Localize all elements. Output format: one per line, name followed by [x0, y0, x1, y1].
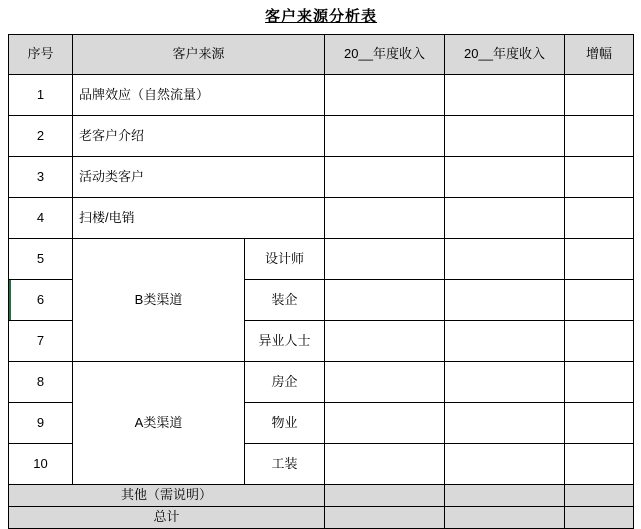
document-title: 客户来源分析表	[265, 7, 378, 25]
row-seq[interactable]: 3	[9, 156, 73, 197]
row-subsource[interactable]: 房企	[245, 361, 325, 402]
row-year1-value[interactable]	[325, 156, 445, 197]
row-year1-value[interactable]	[325, 320, 445, 361]
row-growth-value[interactable]	[565, 320, 634, 361]
row-growth-value[interactable]	[565, 238, 634, 279]
footer-other-year1[interactable]	[325, 484, 445, 506]
footer-row-other	[9, 484, 634, 506]
row-source[interactable]: 扫楼/电销	[73, 197, 325, 238]
header-year2: 20__年度收入	[445, 34, 565, 74]
row-year2-value[interactable]	[445, 197, 565, 238]
table-row	[9, 74, 634, 115]
header-year1: 20__年度收入	[325, 34, 445, 74]
row-subsource[interactable]: 异业人士	[245, 320, 325, 361]
row-source[interactable]: 老客户介绍	[73, 115, 325, 156]
row-year2-value[interactable]	[445, 238, 565, 279]
row-year2-value[interactable]	[445, 156, 565, 197]
row-year1-value[interactable]	[325, 402, 445, 443]
table-row	[9, 115, 634, 156]
row-year2-value[interactable]	[445, 320, 565, 361]
row-growth-value[interactable]	[565, 279, 634, 320]
row-year1-value[interactable]	[325, 197, 445, 238]
row-growth-value[interactable]	[565, 402, 634, 443]
row-growth-value[interactable]	[565, 443, 634, 484]
row-seq[interactable]: 7	[9, 320, 73, 361]
row-seq[interactable]: 2	[9, 115, 73, 156]
row-subsource[interactable]: 设计师	[245, 238, 325, 279]
row-year2-value[interactable]	[445, 74, 565, 115]
header-growth: 增幅	[565, 34, 634, 74]
row-seq[interactable]: 5	[9, 238, 73, 279]
document-title-cell	[9, 0, 634, 34]
row-year2-value[interactable]	[445, 361, 565, 402]
footer-label-other[interactable]: 其他（需说明）	[9, 484, 325, 506]
row-year2-value[interactable]	[445, 443, 565, 484]
title-row	[9, 0, 634, 34]
footer-other-growth[interactable]	[565, 484, 634, 506]
row-source-group-a[interactable]: A类渠道	[73, 361, 245, 484]
row-growth-value[interactable]	[565, 156, 634, 197]
row-subsource[interactable]: 物业	[245, 402, 325, 443]
footer-label-total[interactable]: 总计	[9, 506, 325, 528]
row-seq[interactable]: 10	[9, 443, 73, 484]
row-subsource[interactable]: 装企	[245, 279, 325, 320]
customer-source-table	[8, 0, 634, 529]
table-row	[9, 361, 634, 402]
row-source-group-b[interactable]: B类渠道	[73, 238, 245, 361]
table-header-row	[9, 34, 634, 74]
row-year1-value[interactable]	[325, 238, 445, 279]
row-year1-value[interactable]	[325, 361, 445, 402]
row-growth-value[interactable]	[565, 74, 634, 115]
header-source: 客户来源	[73, 34, 325, 74]
row-source[interactable]: 品牌效应（自然流量）	[73, 74, 325, 115]
row-growth-value[interactable]	[565, 361, 634, 402]
row-seq[interactable]: 4	[9, 197, 73, 238]
row-year1-value[interactable]	[325, 74, 445, 115]
header-seq: 序号	[9, 34, 73, 74]
row-year2-value[interactable]	[445, 279, 565, 320]
footer-other-year2[interactable]	[445, 484, 565, 506]
table-row	[9, 197, 634, 238]
row-year1-value[interactable]	[325, 279, 445, 320]
row-growth-value[interactable]	[565, 115, 634, 156]
row-year2-value[interactable]	[445, 402, 565, 443]
row-subsource[interactable]: 工装	[245, 443, 325, 484]
row-year1-value[interactable]	[325, 115, 445, 156]
row-seq[interactable]: 1	[9, 74, 73, 115]
row-seq[interactable]: 8	[9, 361, 73, 402]
row-seq[interactable]: 9	[9, 402, 73, 443]
row-source[interactable]: 活动类客户	[73, 156, 325, 197]
row-seq-active[interactable]: 6	[9, 279, 73, 320]
row-year2-value[interactable]	[445, 115, 565, 156]
table-row	[9, 156, 634, 197]
table-row	[9, 238, 634, 279]
row-year1-value[interactable]	[325, 443, 445, 484]
row-growth-value[interactable]	[565, 197, 634, 238]
